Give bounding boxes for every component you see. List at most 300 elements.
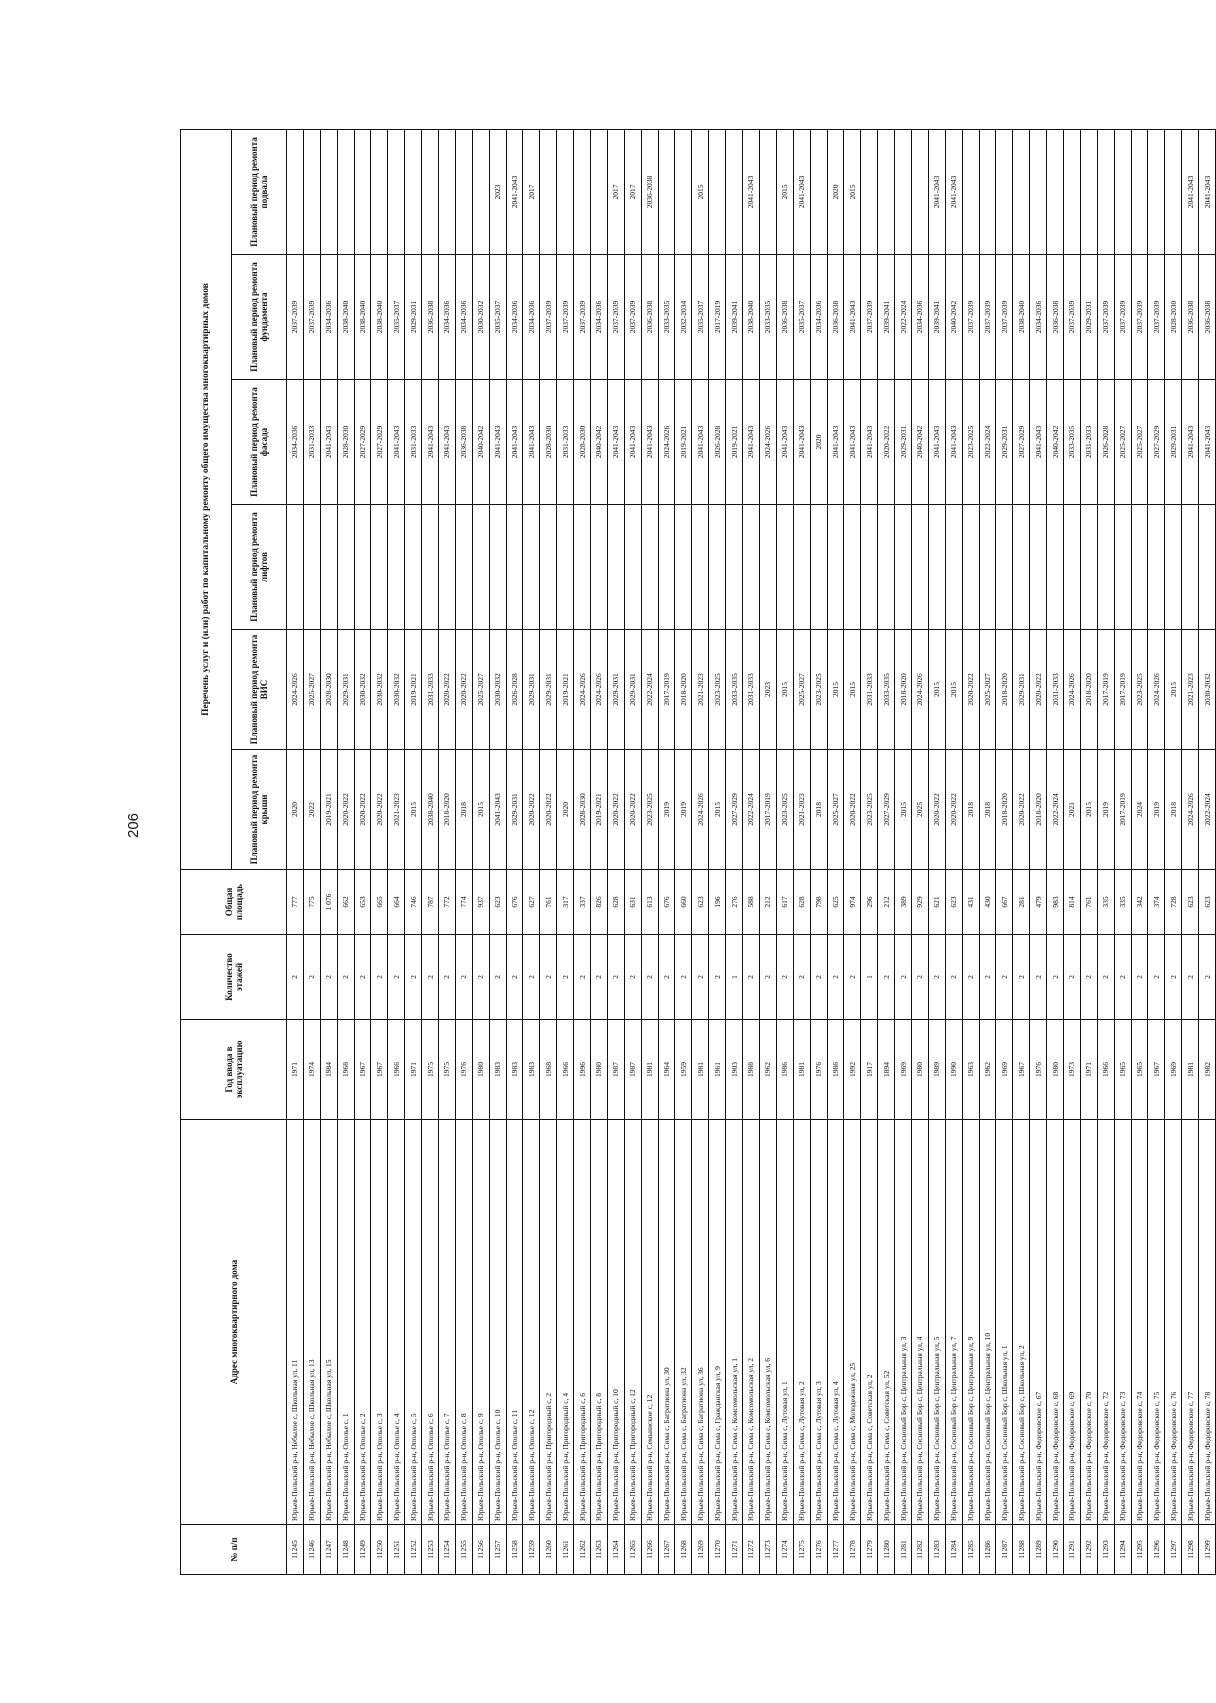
cell-floors: 2 (1148, 935, 1165, 1020)
rotated-table-container (180, 130, 1212, 1575)
cell-area: 337 (574, 870, 591, 935)
cell-floors: 2 (895, 935, 912, 1020)
cell-area: 276 (726, 870, 743, 935)
cell-floors: 2 (810, 935, 827, 1020)
cell-area: 212 (759, 870, 776, 935)
cell-area: 774 (455, 870, 472, 935)
cell-address: Юрьев-Польский р-н, Федоровское с, 75 (1148, 1120, 1165, 1525)
cell-lifts (1030, 505, 1047, 630)
table-row (844, 129, 861, 1574)
cell-facade: 2041-2043 (641, 380, 658, 505)
cell-basement: 2015 (844, 129, 861, 254)
cell-basement (320, 129, 337, 254)
cell-num: 11272 (743, 1525, 760, 1575)
cell-roof: 2021-2023 (793, 750, 810, 870)
cell-num: 11255 (455, 1525, 472, 1575)
cell-lifts (303, 505, 320, 630)
cell-foundation: 2028-2030 (1165, 255, 1182, 380)
cell-facade: 2027-2029 (1148, 380, 1165, 505)
cell-roof: 2024 (1131, 750, 1148, 870)
cell-floors: 2 (911, 935, 928, 1020)
cell-address: Юрьев-Польский р-н, Сима с, Лутовая ул, 2 (793, 1120, 810, 1525)
cell-vis: 2031-2033 (743, 630, 760, 750)
cell-area: 787 (422, 870, 439, 935)
cell-foundation: 2029-2031 (405, 255, 422, 380)
cell-facade: 2041-2043 (1030, 380, 1047, 505)
cell-foundation: 2037-2039 (607, 255, 624, 380)
cell-year: 1992 (844, 1020, 861, 1120)
cell-year: 1962 (759, 1020, 776, 1120)
cell-num: 11295 (1131, 1525, 1148, 1575)
cell-roof: 2022-2024 (743, 750, 760, 870)
cell-vis: 2024-2026 (1148, 630, 1165, 750)
cell-basement (354, 129, 371, 254)
cell-floors: 2 (658, 935, 675, 1020)
table-row (472, 129, 489, 1574)
cell-basement (1148, 129, 1165, 254)
cell-basement (472, 129, 489, 254)
cell-facade: 2025-2027 (1131, 380, 1148, 505)
cell-num: 11274 (776, 1525, 793, 1575)
cell-vis: 2031-2033 (1047, 630, 1064, 750)
cell-foundation: 2037-2039 (979, 255, 996, 380)
cell-floors: 2 (422, 935, 439, 1020)
cell-lifts (1097, 505, 1114, 630)
cell-facade: 2026-2028 (1097, 380, 1114, 505)
cell-num: 11249 (354, 1525, 371, 1575)
cell-facade: 2041-2043 (422, 380, 439, 505)
cell-area: 761 (540, 870, 557, 935)
cell-lifts (743, 505, 760, 630)
cell-foundation: 2033-2035 (759, 255, 776, 380)
cell-floors: 2 (928, 935, 945, 1020)
cell-vis: 2029-2031 (1013, 630, 1030, 750)
cell-floors: 2 (1097, 935, 1114, 1020)
cell-vis: 2023-2025 (810, 630, 827, 750)
cell-vis: 2029-2031 (607, 630, 624, 750)
cell-address: Юрьев-Польский р-н, Федоровское с, 68 (1047, 1120, 1064, 1525)
cell-address: Юрьев-Польский р-н, Ополье с, 1 (337, 1120, 354, 1525)
cell-year: 1967 (1013, 1020, 1030, 1120)
cell-basement: 2017 (624, 129, 641, 254)
table-row (1114, 129, 1131, 1574)
cell-year: 1959 (675, 1020, 692, 1120)
cell-lifts (709, 505, 726, 630)
cell-area: 317 (557, 870, 574, 935)
cell-num: 11280 (878, 1525, 895, 1575)
cell-roof: 2020-2022 (540, 750, 557, 870)
cell-year: 1969 (1165, 1020, 1182, 1120)
cell-floors: 2 (354, 935, 371, 1020)
header-roof: Плановый период ремонта крыши (232, 750, 287, 870)
cell-facade: 2040-2042 (591, 380, 608, 505)
cell-floors: 2 (1030, 935, 1047, 1020)
cell-vis: 2017-2019 (658, 630, 675, 750)
cell-lifts (607, 505, 624, 630)
cell-basement (1047, 129, 1064, 254)
cell-roof: 2023-2025 (861, 750, 878, 870)
cell-area: 775 (303, 870, 320, 935)
cell-area: 761 (1080, 870, 1097, 935)
cell-floors: 2 (1131, 935, 1148, 1020)
cell-address: Юрьев-Польский р-н, Сосновый Бор с, Центральная ул, 3 (895, 1120, 912, 1525)
cell-basement: 2017 (523, 129, 540, 254)
cell-lifts (337, 505, 354, 630)
cell-foundation: 2037-2039 (287, 255, 304, 380)
cell-area: 937 (472, 870, 489, 935)
cell-year: 1965 (1114, 1020, 1131, 1120)
cell-roof: 2018 (455, 750, 472, 870)
cell-facade: 2041-2043 (1182, 380, 1199, 505)
cell-vis: 2025-2027 (793, 630, 810, 750)
cell-area: 667 (996, 870, 1013, 935)
table-row (303, 129, 320, 1574)
cell-basement: 2023 (489, 129, 506, 254)
cell-roof: 2018 (962, 750, 979, 870)
cell-facade: 2040-2042 (911, 380, 928, 505)
cell-roof: 2018-2020 (996, 750, 1013, 870)
cell-num: 11279 (861, 1525, 878, 1575)
cell-lifts (506, 505, 523, 630)
cell-year: 1966 (1097, 1020, 1114, 1120)
cell-year: 1967 (371, 1020, 388, 1120)
cell-floors: 2 (641, 935, 658, 1020)
table-row (692, 129, 709, 1574)
cell-lifts (844, 505, 861, 630)
cell-basement (337, 129, 354, 254)
cell-facade: 2028-2030 (574, 380, 591, 505)
table-row (287, 129, 304, 1574)
table-row (759, 129, 776, 1574)
cell-year: 1981 (641, 1020, 658, 1120)
cell-address: Юрьев-Польский р-н, Ополье с, 2 (354, 1120, 371, 1525)
cell-floors: 2 (1080, 935, 1097, 1020)
cell-facade: 2041-2043 (489, 380, 506, 505)
cell-year: 1903 (726, 1020, 743, 1120)
cell-address: Юрьев-Польский р-н, Пригородный с, 12 (624, 1120, 641, 1525)
cell-foundation: 2038-2040 (371, 255, 388, 380)
cell-facade: 2029-2031 (895, 380, 912, 505)
cell-area: 676 (658, 870, 675, 935)
cell-vis: 2025-2027 (472, 630, 489, 750)
table-body (287, 129, 1216, 1574)
cell-year: 1980 (911, 1020, 928, 1120)
table-row (709, 129, 726, 1574)
cell-floors: 1 (861, 935, 878, 1020)
cell-lifts (1114, 505, 1131, 630)
cell-lifts (624, 505, 641, 630)
cell-num: 11293 (1097, 1525, 1114, 1575)
cell-roof: 2019 (1097, 750, 1114, 870)
cell-vis: 2026-2028 (506, 630, 523, 750)
cell-floors: 2 (692, 935, 709, 1020)
cell-year: 1983 (489, 1020, 506, 1120)
cell-foundation: 2037-2039 (624, 255, 641, 380)
cell-num: 11258 (506, 1525, 523, 1575)
cell-lifts (388, 505, 405, 630)
cell-basement: 2020 (827, 129, 844, 254)
cell-area: 623 (1199, 870, 1216, 935)
cell-roof: 2020-2022 (523, 750, 540, 870)
cell-basement (962, 129, 979, 254)
cell-basement (726, 129, 743, 254)
cell-num: 11264 (607, 1525, 624, 1575)
cell-year: 1971 (287, 1020, 304, 1120)
cell-num: 11281 (895, 1525, 912, 1575)
cell-area: 196 (709, 870, 726, 935)
cell-roof: 2020-2022 (928, 750, 945, 870)
cell-basement: 2036-2038 (641, 129, 658, 254)
table-row (591, 129, 608, 1574)
cell-lifts (287, 505, 304, 630)
cell-address: Юрьев-Польский р-н, Ополье с, 7 (439, 1120, 456, 1525)
cell-vis: 2019-2021 (557, 630, 574, 750)
cell-roof: 2015 (472, 750, 489, 870)
cell-area: 479 (1030, 870, 1047, 935)
cell-floors: 2 (591, 935, 608, 1020)
cell-floors: 2 (506, 935, 523, 1020)
cell-vis: 2018-2020 (675, 630, 692, 750)
cell-roof: 2029-2031 (506, 750, 523, 870)
cell-year: 1990 (945, 1020, 962, 1120)
cell-area: 772 (439, 870, 456, 935)
cell-floors: 2 (1047, 935, 1064, 1020)
page-number: 206 (125, 812, 142, 838)
cell-year: 1968 (540, 1020, 557, 1120)
cell-address: Юрьев-Польский р-н, Пригородный с, 8 (591, 1120, 608, 1525)
cell-year: 1967 (1148, 1020, 1165, 1120)
cell-floors: 2 (776, 935, 793, 1020)
cell-num: 11247 (320, 1525, 337, 1575)
cell-basement (388, 129, 405, 254)
cell-foundation: 2037-2039 (557, 255, 574, 380)
cell-foundation: 2038-2040 (1013, 255, 1030, 380)
cell-address: Юрьев-Польский р-н, Сосновый Бор с, Центральная ул, 9 (962, 1120, 979, 1525)
table-row (861, 129, 878, 1574)
cell-year: 1975 (439, 1020, 456, 1120)
cell-floors: 2 (945, 935, 962, 1020)
cell-foundation: 2036-2038 (1182, 255, 1199, 380)
cell-basement (658, 129, 675, 254)
header-year: Год ввода в эксплуатацию (181, 1020, 287, 1120)
cell-num: 11257 (489, 1525, 506, 1575)
cell-year: 1964 (658, 1020, 675, 1120)
cell-facade: 2040-2042 (1047, 380, 1064, 505)
cell-num: 11253 (422, 1525, 439, 1575)
cell-roof: 2017-2019 (1114, 750, 1131, 870)
cell-num: 11278 (844, 1525, 861, 1575)
cell-year: 1963 (962, 1020, 979, 1120)
table-row (489, 129, 506, 1574)
cell-lifts (962, 505, 979, 630)
cell-lifts (827, 505, 844, 630)
cell-year: 1987 (624, 1020, 641, 1120)
cell-facade: 2041-2043 (844, 380, 861, 505)
cell-vis: 2020-2022 (455, 630, 472, 750)
cell-vis: 2030-2032 (371, 630, 388, 750)
cell-vis: 2020-2022 (439, 630, 456, 750)
cell-basement (810, 129, 827, 254)
cell-area: 623 (945, 870, 962, 935)
cell-address: Юрьев-Польский р-н, Сима с, Гражданская ул, 9 (709, 1120, 726, 1525)
cell-vis: 2015 (1165, 630, 1182, 750)
cell-lifts (895, 505, 912, 630)
cell-foundation: 2037-2039 (1114, 255, 1131, 380)
cell-vis: 2018-2020 (895, 630, 912, 750)
cell-floors: 2 (371, 935, 388, 1020)
cell-area: 374 (1148, 870, 1165, 935)
cell-vis: 2024-2026 (591, 630, 608, 750)
cell-lifts (692, 505, 709, 630)
cell-address: Юрьев-Польский р-н, Небылое с, Школьная ул, 11 (287, 1120, 304, 1525)
cell-lifts (945, 505, 962, 630)
cell-basement (422, 129, 439, 254)
cell-roof: 2028-2030 (574, 750, 591, 870)
cell-num: 11267 (658, 1525, 675, 1575)
cell-roof: 2018-2020 (439, 750, 456, 870)
cell-area: 798 (810, 870, 827, 935)
cell-num: 11294 (1114, 1525, 1131, 1575)
cell-year: 1966 (557, 1020, 574, 1120)
cell-basement (1013, 129, 1030, 254)
cell-floors: 2 (827, 935, 844, 1020)
cell-address: Юрьев-Польский р-н, Федоровское с, 70 (1080, 1120, 1097, 1525)
cell-vis: 2024-2026 (1063, 630, 1080, 750)
cell-vis: 2025-2027 (979, 630, 996, 750)
cell-roof: 2017-2019 (759, 750, 776, 870)
cell-address: Юрьев-Польский р-н, Федоровское с, 73 (1114, 1120, 1131, 1525)
cell-vis: 2015 (928, 630, 945, 750)
cell-num: 11252 (405, 1525, 422, 1575)
cell-area: 617 (776, 870, 793, 935)
header-facade: Плановый период ремонта фасада (232, 380, 287, 505)
cell-floors: 2 (557, 935, 574, 1020)
cell-address: Юрьев-Польский р-н, Ополье с, 3 (371, 1120, 388, 1525)
cell-address: Юрьев-Польский р-н, Ополье с, 5 (405, 1120, 422, 1525)
cell-area: 623 (692, 870, 709, 935)
cell-foundation: 2037-2039 (1097, 255, 1114, 380)
cell-lifts (861, 505, 878, 630)
cell-num: 11275 (793, 1525, 810, 1575)
cell-roof: 2015 (709, 750, 726, 870)
cell-year: 1981 (1182, 1020, 1199, 1120)
cell-roof: 2020-2022 (354, 750, 371, 870)
cell-facade: 2020 (810, 380, 827, 505)
cell-address: Юрьев-Польский р-н, Пригородный с, 6 (574, 1120, 591, 1525)
cell-facade: 2031-2033 (557, 380, 574, 505)
cell-facade: 2027-2029 (1013, 380, 1030, 505)
cell-lifts (1131, 505, 1148, 630)
cell-area: 296 (861, 870, 878, 935)
cell-facade: 2041-2043 (945, 380, 962, 505)
cell-basement: 2041-2043 (1182, 129, 1199, 254)
cell-lifts (540, 505, 557, 630)
cell-floors: 2 (287, 935, 304, 1020)
cell-year: 1981 (793, 1020, 810, 1120)
cell-floors: 2 (1199, 935, 1216, 1020)
cell-address: Юрьев-Польский р-н, Федоровское с, 69 (1063, 1120, 1080, 1525)
cell-roof: 2027-2029 (726, 750, 743, 870)
table-row (641, 129, 658, 1574)
cell-lifts (1199, 505, 1216, 630)
cell-lifts (489, 505, 506, 630)
cell-lifts (557, 505, 574, 630)
cell-year: 1980 (472, 1020, 489, 1120)
header-lifts: Плановый период ремонта лифтов (232, 505, 287, 630)
cell-vis: 2015 (945, 630, 962, 750)
cell-num: 11261 (557, 1525, 574, 1575)
cell-floors: 2 (472, 935, 489, 1020)
cell-lifts (371, 505, 388, 630)
table-row (979, 129, 996, 1574)
cell-roof: 2018-2020 (1030, 750, 1047, 870)
cell-vis: 2031-2033 (861, 630, 878, 750)
cell-num: 11262 (574, 1525, 591, 1575)
cell-facade: 2041-2043 (607, 380, 624, 505)
cell-num: 11259 (523, 1525, 540, 1575)
cell-floors: 2 (1063, 935, 1080, 1020)
cell-lifts (675, 505, 692, 630)
cell-basement: 2041-2043 (928, 129, 945, 254)
cell-lifts (422, 505, 439, 630)
cell-foundation: 2022-2024 (895, 255, 912, 380)
cell-lifts (1047, 505, 1064, 630)
cell-lifts (320, 505, 337, 630)
cell-basement (1165, 129, 1182, 254)
table-row (1063, 129, 1080, 1574)
cell-year: 1983 (523, 1020, 540, 1120)
cell-num: 11248 (337, 1525, 354, 1575)
cell-roof: 2025 (911, 750, 928, 870)
cell-address: Юрьев-Польский р-н, Пригородный с, 10 (607, 1120, 624, 1525)
cell-address: Юрьев-Польский р-н, Сима с, Багратиона ул, 30 (658, 1120, 675, 1525)
cell-address: Юрьев-Польский р-н, Сима с, Лутовая ул, 4 (827, 1120, 844, 1525)
cell-num: 11277 (827, 1525, 844, 1575)
cell-foundation: 2032-2034 (675, 255, 692, 380)
cell-vis: 2031-2033 (422, 630, 439, 750)
cell-vis: 2018-2020 (1080, 630, 1097, 750)
cell-floors: 2 (675, 935, 692, 1020)
cell-roof: 2015 (405, 750, 422, 870)
cell-year: 1980 (591, 1020, 608, 1120)
table-row (1199, 129, 1216, 1574)
cell-year: 1984 (320, 1020, 337, 1120)
table-row (405, 129, 422, 1574)
table-row (928, 129, 945, 1574)
cell-basement: 2041-2043 (743, 129, 760, 254)
cell-num: 11268 (675, 1525, 692, 1575)
cell-floors: 2 (388, 935, 405, 1020)
table-row (945, 129, 962, 1574)
capital-repair-table (180, 129, 1216, 1575)
cell-num: 11292 (1080, 1525, 1097, 1575)
cell-foundation: 2017-2019 (709, 255, 726, 380)
cell-address: Юрьев-Польский р-н, Ополье с, 8 (455, 1120, 472, 1525)
cell-vis: 2017-2019 (1114, 630, 1131, 750)
table-row (962, 129, 979, 1574)
cell-roof: 2038-2040 (422, 750, 439, 870)
cell-facade: 2041-2043 (523, 380, 540, 505)
cell-num: 11296 (1148, 1525, 1165, 1575)
cell-year: 1969 (996, 1020, 1013, 1120)
table-row (1182, 129, 1199, 1574)
cell-vis: 2021-2023 (1182, 630, 1199, 750)
cell-lifts (1013, 505, 1030, 630)
cell-year: 1969 (895, 1020, 912, 1120)
cell-floors: 2 (709, 935, 726, 1020)
cell-address: Юрьев-Польский р-н, Сосновый Бор с, Центральная ул, 5 (928, 1120, 945, 1525)
cell-floors: 2 (607, 935, 624, 1020)
